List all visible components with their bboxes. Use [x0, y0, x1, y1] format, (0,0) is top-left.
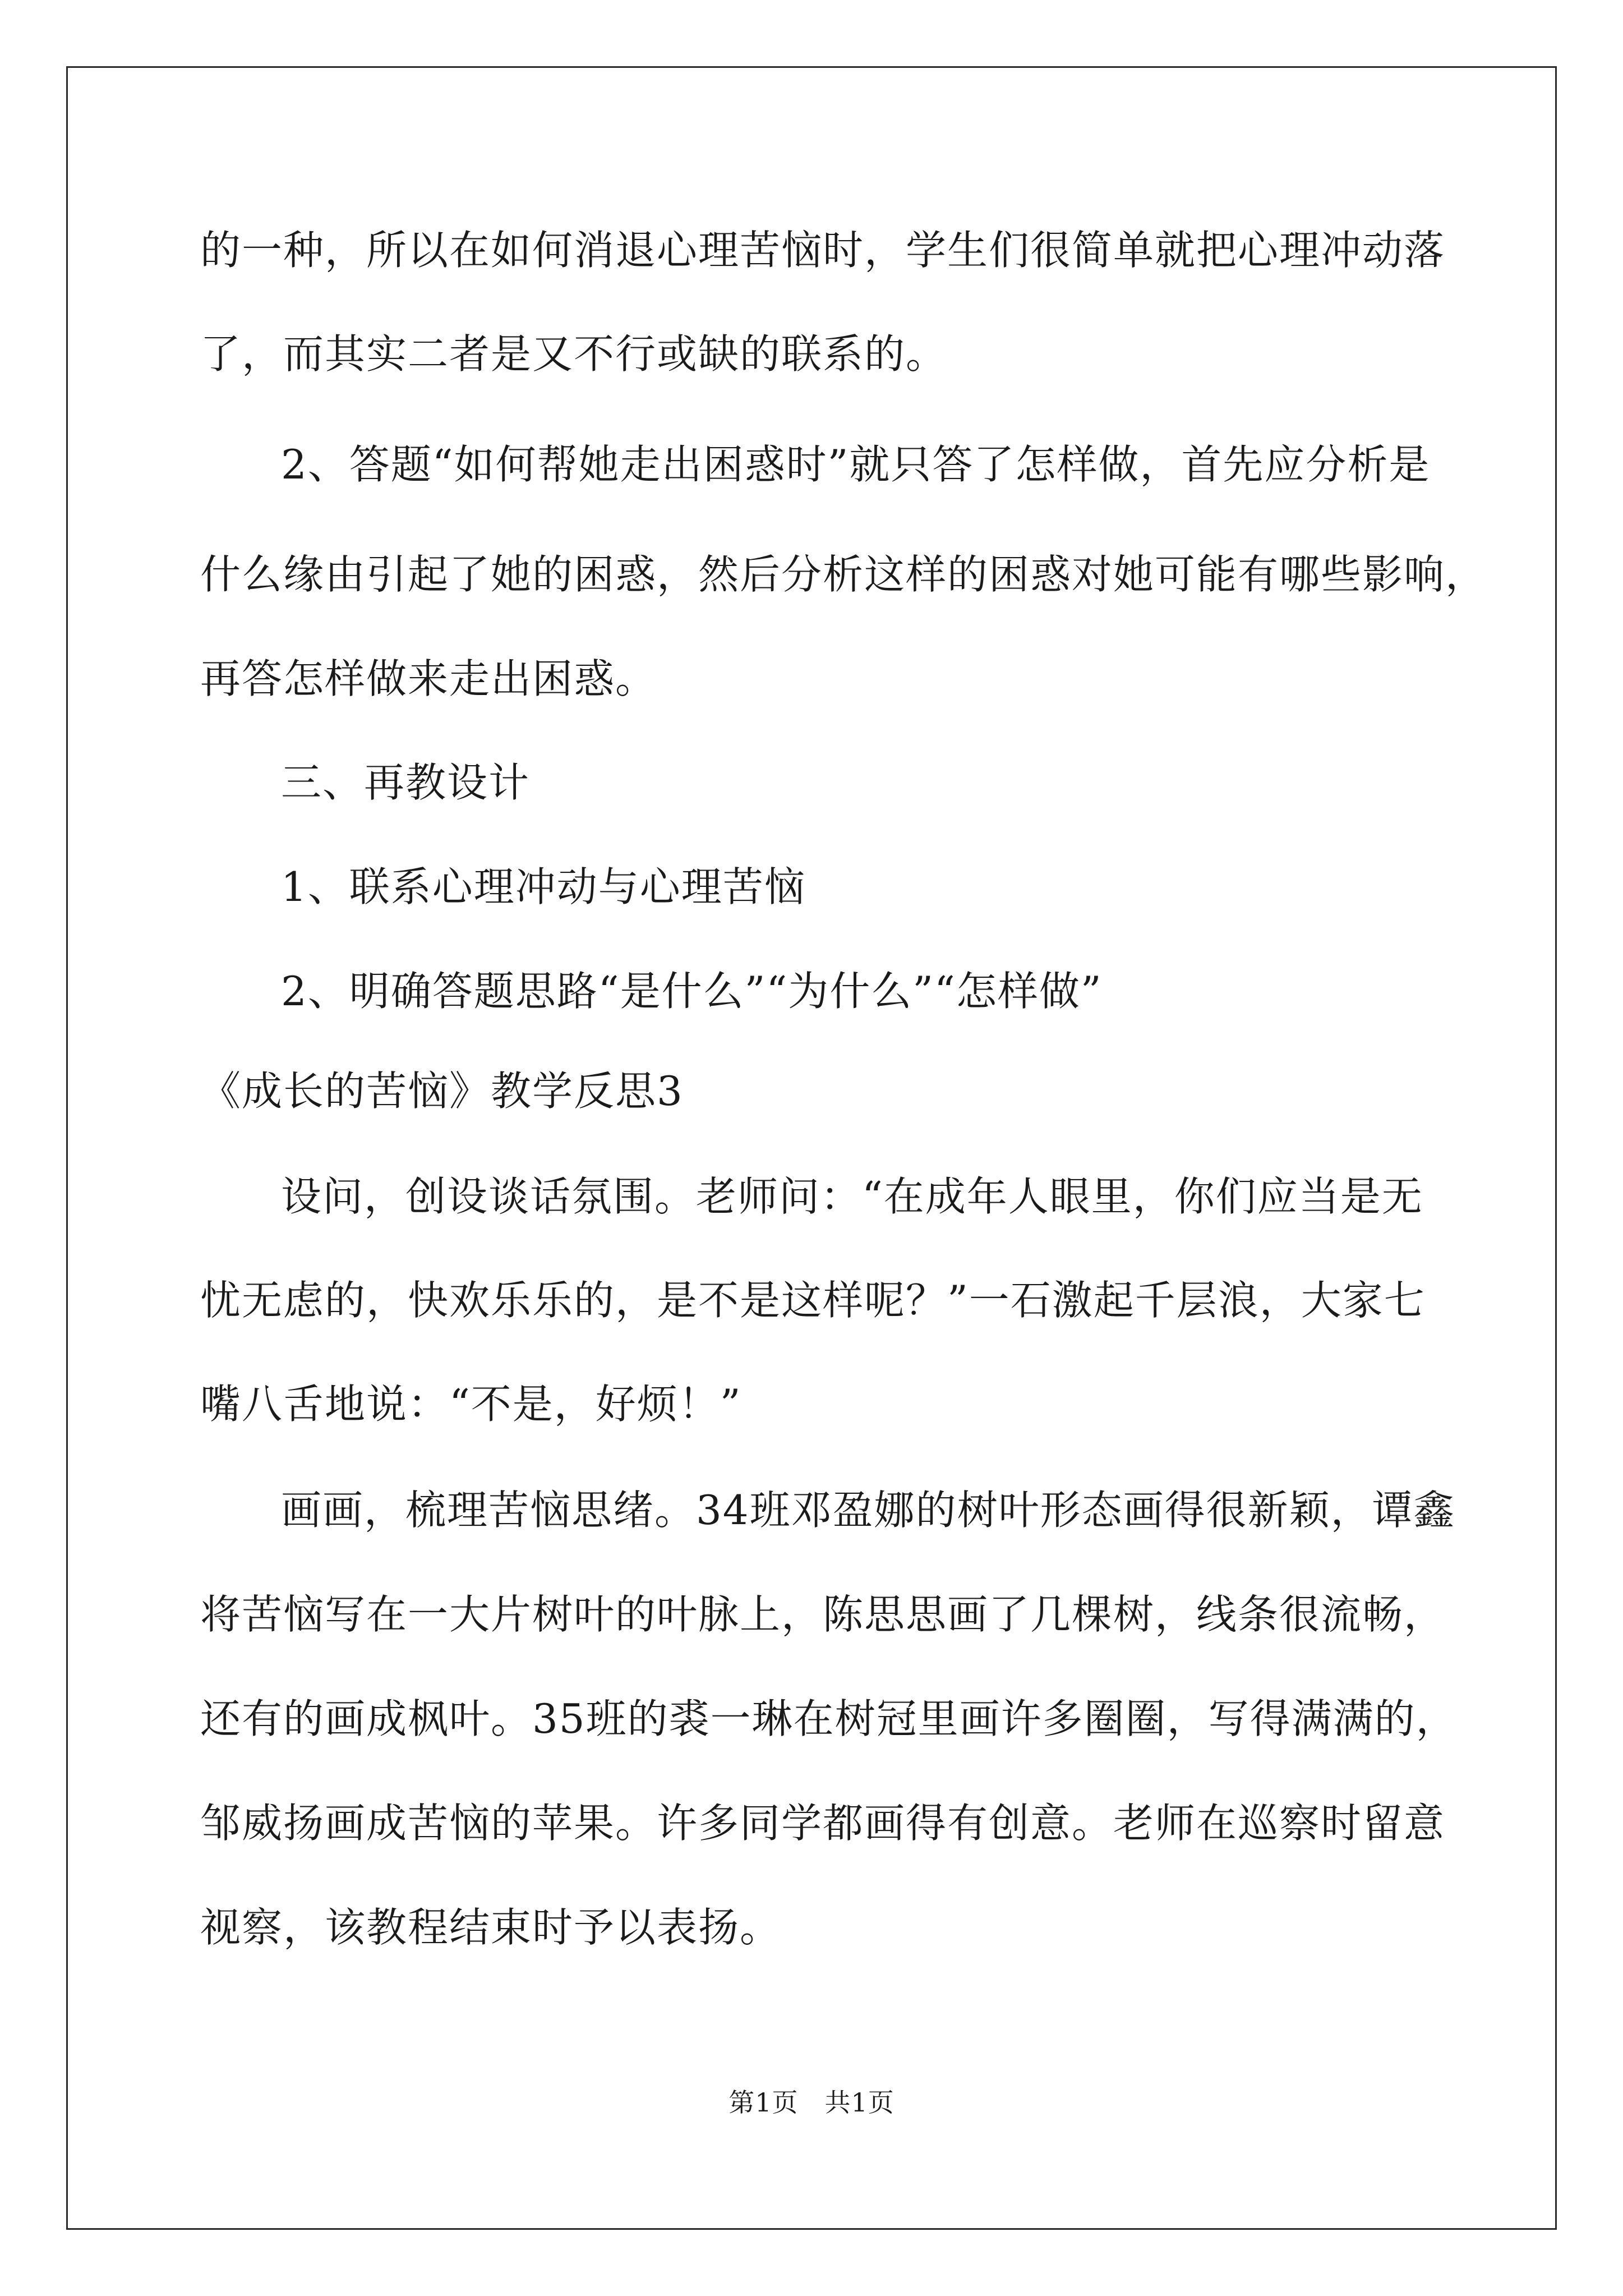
- page-footer: 第1页 共1页: [728, 2087, 895, 2118]
- paragraph-line-5: 再答怎样做来走出困惑。: [200, 655, 657, 702]
- paragraph-line-4: 什么缘由引起了她的困惑，然后分析这样的困惑对她可能有哪些影响，: [200, 551, 1487, 598]
- paragraph-line-8: 嘴八舌地说：“不是，好烦！”: [200, 1381, 742, 1428]
- paragraph-line-12: 邹威扬画成苦恼的苹果。许多同学都画得有创意。老师在巡察时留意: [200, 1800, 1446, 1847]
- paragraph-line-9: 画画，梳理苦恼思绪。34班邓盈娜的树叶形态画得很新颖，谭鑫: [281, 1487, 1455, 1534]
- paragraph-line-3: 2、答题“如何帮她走出困惑时”就只答了怎样做，首先应分析是: [281, 441, 1431, 488]
- paragraph-line-6: 设问，创设谈话氛围。老师问：“在成年人眼里，你们应当是无: [281, 1173, 1423, 1220]
- paragraph-line-7: 忧无虑的，快欢乐乐的，是不是这样呢？”一石激起千层浪，大家七: [200, 1277, 1426, 1324]
- paragraph-line-1: 的一种，所以在如何消退心理苦恼时，学生们很简单就把心理冲动落: [200, 227, 1446, 274]
- paragraph-line-13: 视察，该教程结束时予以表扬。: [200, 1904, 782, 1951]
- paragraph-line-10: 将苦恼写在一大片树叶的叶脉上，陈思思画了几棵树，线条很流畅，: [200, 1591, 1446, 1638]
- section-heading-redesign: 三、再教设计: [281, 759, 531, 806]
- article-title: 《成长的苦恼》教学反思3: [200, 1068, 684, 1115]
- paragraph-line-11: 还有的画成枫叶。35班的裘一琳在树冠里画许多圈圈，写得满满的，: [200, 1695, 1458, 1742]
- list-item-2: 2、明确答题思路“是什么”“为什么”“怎样做”: [281, 968, 1103, 1015]
- paragraph-line-2: 了，而其实二者是又不行或缺的联系的。: [200, 330, 948, 378]
- list-item-1: 1、联系心理冲动与心理苦恼: [281, 863, 806, 910]
